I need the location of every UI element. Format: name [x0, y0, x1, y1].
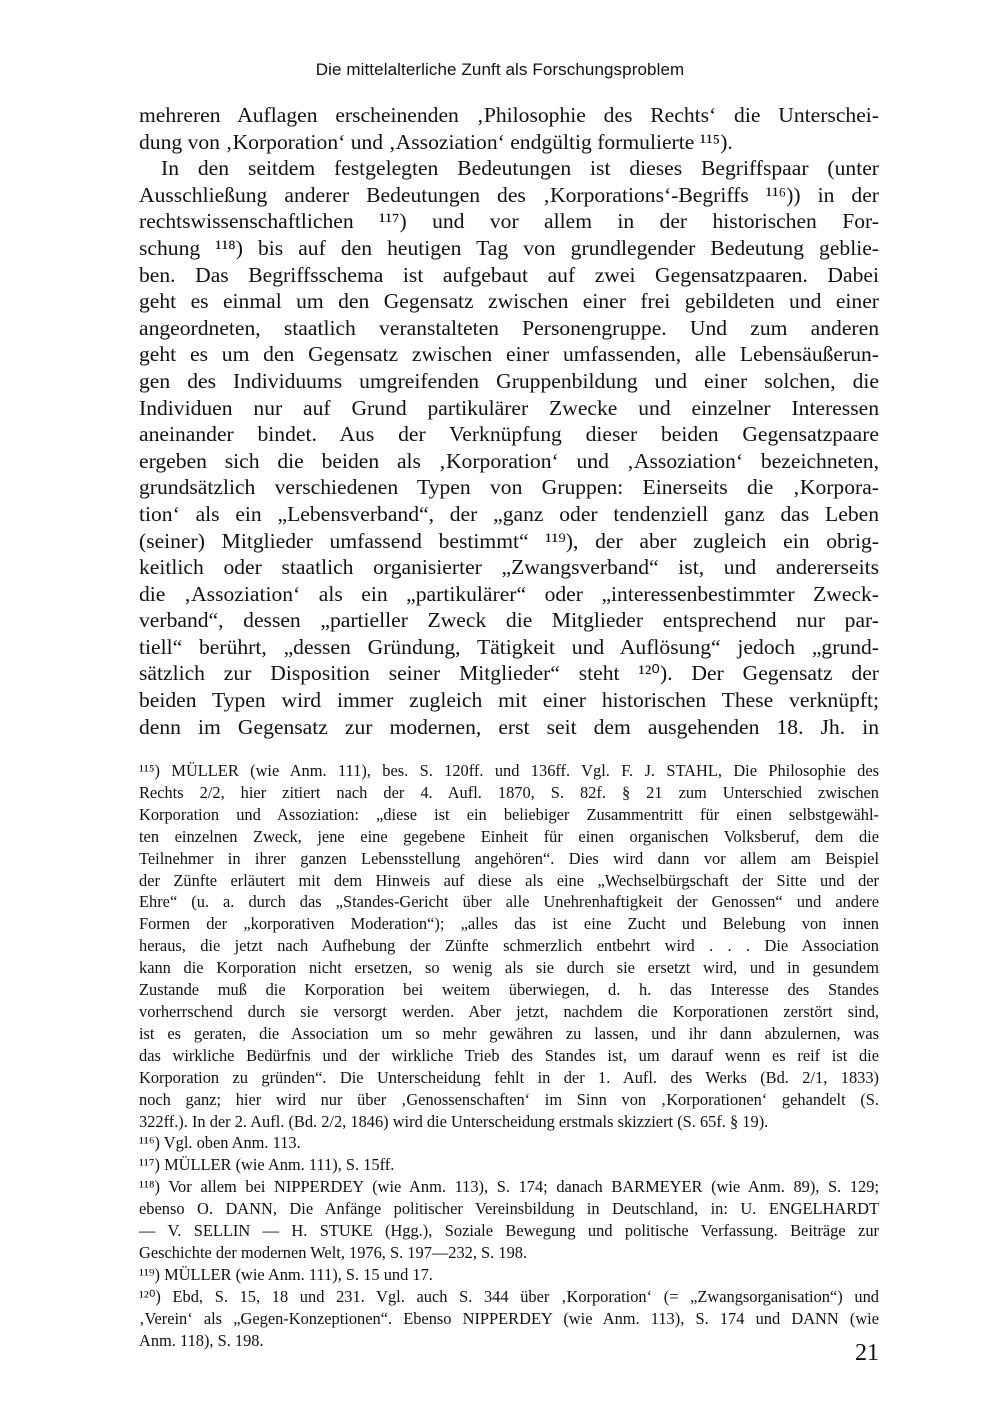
footnote-line: Korporation zu gründen“. Die Unterscheidung fehlt in der 1. Aufl. des Werks (Bd. 2/1, 1833): [139, 1067, 879, 1087]
text-line: In den seitdem festgelegten Bedeutungen ist dieses Begriffspaar (unter: [161, 156, 879, 181]
footnote-line: Anm. 118), S. 198.: [139, 1330, 264, 1350]
text-line: ben. Das Begriffsschema ist aufgebaut auf zwei Gegensatzpaaren. Dabei: [139, 262, 879, 287]
footnote-line: ‚Verein‘ als „Gegen-Konzeptionen“. Ebenso NIPPERDEY (wie Anm. 113), S. 174 und DANN (wie: [139, 1308, 879, 1328]
text-line: mehreren Auflagen erscheinenden ‚Philosophie des Rechts‘ die Unterschei-: [139, 103, 879, 127]
text-line: beiden Typen wird immer zugleich mit einer historischen These verknüpft;: [139, 688, 879, 713]
text-line: (seiner) Mitglieder umfassend bestimmt“ ¹¹⁹), der aber zugleich ein obrig-: [139, 528, 879, 553]
footnote-line: heraus, die jetzt nach Aufhebung der Zünfte schmerzlich entbehrt wird . . . Die Association: [139, 936, 879, 956]
footnote-line: Ehre“ (u. a. durch das „Standes-Gericht über alle Unehrenhaftigkeit der Genossen“ und andere: [139, 892, 879, 912]
text-line: geht es einmal um den Gegensatz zwischen einer frei gebildeten und einer: [139, 289, 879, 314]
footnote-line: das wirkliche Bedürfnis und der wirkliche Trieb des Standes ist, um darauf wenn es reif ist die: [139, 1045, 879, 1065]
footnotes: [139, 760, 879, 1351]
text-line: Ausschließung anderer Bedeutungen des ‚Korporations‘-Begriffs ¹¹⁶)) in der: [139, 182, 879, 207]
footnote-line: vorherrschend durch sie versorgt werden. Aber jetzt, nachdem die Korporationen zerstört sind,: [139, 1001, 879, 1021]
footnote-line: ¹¹⁸) Vor allem bei NIPPERDEY (wie Anm. 113), S. 174; danach BARMEYER (wie Anm. 89), S. 129;: [139, 1177, 879, 1197]
page-number: 21: [855, 1340, 879, 1366]
footnote-line: kann die Korporation nicht ersetzen, so wenig als sie durch sie ersetzt wird, und in gesundem: [139, 958, 879, 978]
footnote-line: ¹¹⁷) MÜLLER (wie Anm. 111), S. 15ff.: [139, 1155, 395, 1175]
footnote-line: — V. SELLIN — H. STUKE (Hgg.), Soziale Bewegung und politische Verfassung. Beiträge zur: [139, 1221, 879, 1241]
footnote-line: ist es geraten, die Association um so mehr gewähren zu lassen, und ihr dann abzulernen, was: [139, 1023, 879, 1043]
footnote-line: ¹²⁰) Ebd, S. 15, 18 und 231. Vgl. auch S. 344 über ‚Korporation‘ (= „Zwangsorganisation“) und: [139, 1286, 879, 1306]
footnote-line: Zustande muß die Korporation bei weitem überwiegen, d. h. das Interesse des Standes: [139, 980, 879, 1000]
text-line: schung ¹¹⁸) bis auf den heutigen Tag von grundlegender Bedeutung geblie-: [139, 235, 879, 260]
footnote-line: ¹¹⁶) Vgl. oben Anm. 113.: [139, 1133, 301, 1153]
main-text: [139, 102, 879, 740]
text-line: keitlich oder staatlich organisierter „Zwangsverband“ ist, und andererseits: [139, 555, 879, 580]
footnote-line: Formen der „korporativen Moderation“); „alles das ist eine Zucht und Belebung von innen: [139, 914, 879, 934]
footnote-line: der Zünfte erläutert mit dem Hinweis auf diese als eine „Wechselbürgschaft der Sitte und der: [139, 870, 879, 890]
footnote-line: Rechts 2/2, hier zitiert nach der 4. Aufl. 1870, S. 82f. § 21 zum Unterschied zwischen: [139, 782, 879, 802]
footnote-line: Geschichte der modernen Welt, 1976, S. 197—232, S. 198.: [139, 1242, 528, 1262]
footnote-line: 322ff.). In der 2. Aufl. (Bd. 2/2, 1846) wird die Unterscheidung erstmals skizziert (S. 65f. § 19).: [139, 1111, 769, 1131]
running-head: Die mittelalterliche Zunft als Forschungsproblem: [315, 60, 685, 79]
footnote-line: Teilnehmer in ihrer ganzen Lebensstellung angehören“. Dies wird dann vor allem am Beispiel: [139, 848, 879, 868]
text-line: Individuen nur auf Grund partikulärer Zwecke und einzelner Interessen: [139, 395, 879, 420]
text-line: tion‘ als ein „Lebensverband“, der „ganz oder tendenziell ganz das Leben: [139, 501, 879, 526]
text-line: ergeben sich die beiden als ‚Korporation‘ und ‚Assoziation‘ bezeichneten,: [139, 448, 879, 473]
text-line: grundsätzlich verschiedenen Typen von Gruppen: Einerseits die ‚Korpora-: [139, 475, 879, 500]
footnote-line: noch ganz; hier wird nur über ‚Genossenschaften‘ im Sinn von ‚Korporationen‘ gehandelt (S.: [139, 1089, 879, 1109]
text-line: dung von ‚Korporation‘ und ‚Assoziation‘ endgültig formulierte ¹¹⁵).: [139, 129, 733, 154]
footnote-line: ten einzelnen Zweck, jene eine gegebene Einheit für einen organischen Volksberuf, dem die: [139, 826, 879, 846]
text-line: gen des Individuums umgreifenden Gruppenbildung und einer solchen, die: [139, 368, 879, 393]
text-line: sätzlich zur Disposition seiner Mitglieder“ steht ¹²⁰). Der Gegensatz der: [139, 661, 879, 686]
text-line: aneinander bindet. Aus der Verknüpfung dieser beiden Gegensatzpaare: [139, 422, 879, 447]
footnote-line: ¹¹⁹) MÜLLER (wie Anm. 111), S. 15 und 17.: [139, 1264, 433, 1284]
footnote-line: ¹¹⁵) MÜLLER (wie Anm. 111), bes. S. 120ff. und 136ff. Vgl. F. J. STAHL, Die Philosophie des: [139, 761, 879, 780]
text-line: tiell“ berührt, „dessen Gründung, Tätigkeit und Auflösung“ jedoch „grund-: [139, 634, 879, 659]
footnote-line: ebenso O. DANN, Die Anfänge politischer Vereinsbildung in Deutschland, in: U. ENGELHARDT: [139, 1199, 879, 1219]
text-line: die ‚Assoziation‘ als ein „partikulärer“ oder „interessenbestimmter Zweck-: [139, 581, 879, 606]
text-line: geht es um den Gegensatz zwischen einer umfassenden, alle Lebensäußerun-: [139, 342, 879, 367]
text-line: verband“, dessen „partieller Zweck die Mitglieder entsprechend nur par-: [139, 608, 879, 633]
text-line: rechtswissenschaftlichen ¹¹⁷) und vor allem in der historischen For-: [139, 209, 879, 234]
text-line: denn im Gegensatz zur modernen, erst seit dem ausgehenden 18. Jh. in: [139, 714, 879, 739]
text-line: angeordneten, staatlich veranstalteten Personengruppe. Und zum anderen: [139, 315, 879, 340]
footnote-line: Korporation und Assoziation: „diese ist ein beliebiger Zusammentritt für einen selbstgewähl-: [139, 804, 879, 824]
